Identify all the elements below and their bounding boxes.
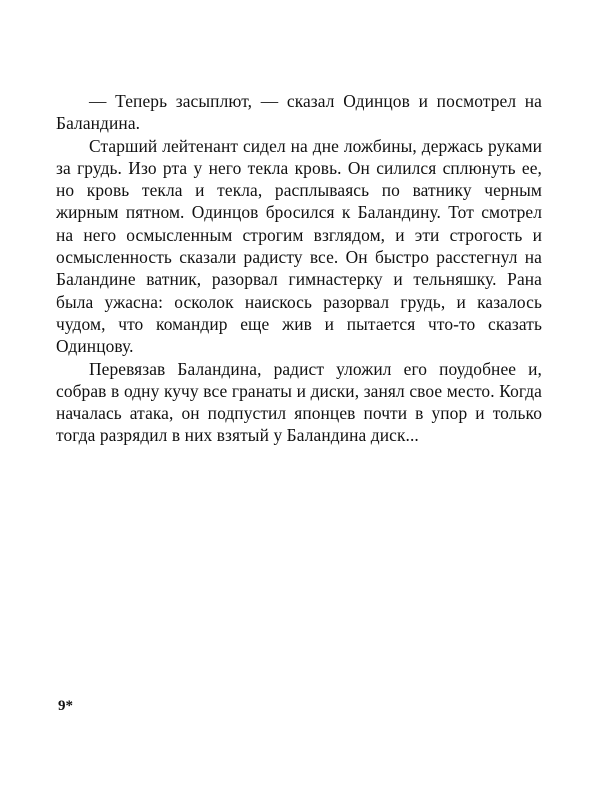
body-text <box>56 90 542 447</box>
paragraph-3: Перевязав Баландина, радист уложил его поудобнее и, собрав в одну кучу все гранаты и диски, занял свое место. Когда началась атака, он подпустил японцев почти в упор и только тогда разрядил в них взятый у Баландина диск... <box>56 358 542 446</box>
page-number: 9* <box>58 698 73 714</box>
paragraph-2: Старший лейтенант сидел на дне ложбины, держась руками за грудь. Изо рта у него текла кровь. Он силился сплюнуть ее, но кровь текла и текла, расплываясь по ватнику черным жирным пятном. Одинцов бросился к Баландину. Тот смотрел на него осмысленным строгим взглядом, и эти строгость и осмысленность сказали радисту все. Он быстро расстегнул на Баландине ватник, разорвал гимнастерку и тельняшку. Рана была ужасна: осколок наискось разорвал грудь, и казалось чудом, что командир еще жив и пытается что-то сказать Одинцову. <box>56 135 542 357</box>
paragraph-1: — Теперь засыплют, — сказал Одинцов и посмотрел на Баландина. <box>56 91 542 134</box>
